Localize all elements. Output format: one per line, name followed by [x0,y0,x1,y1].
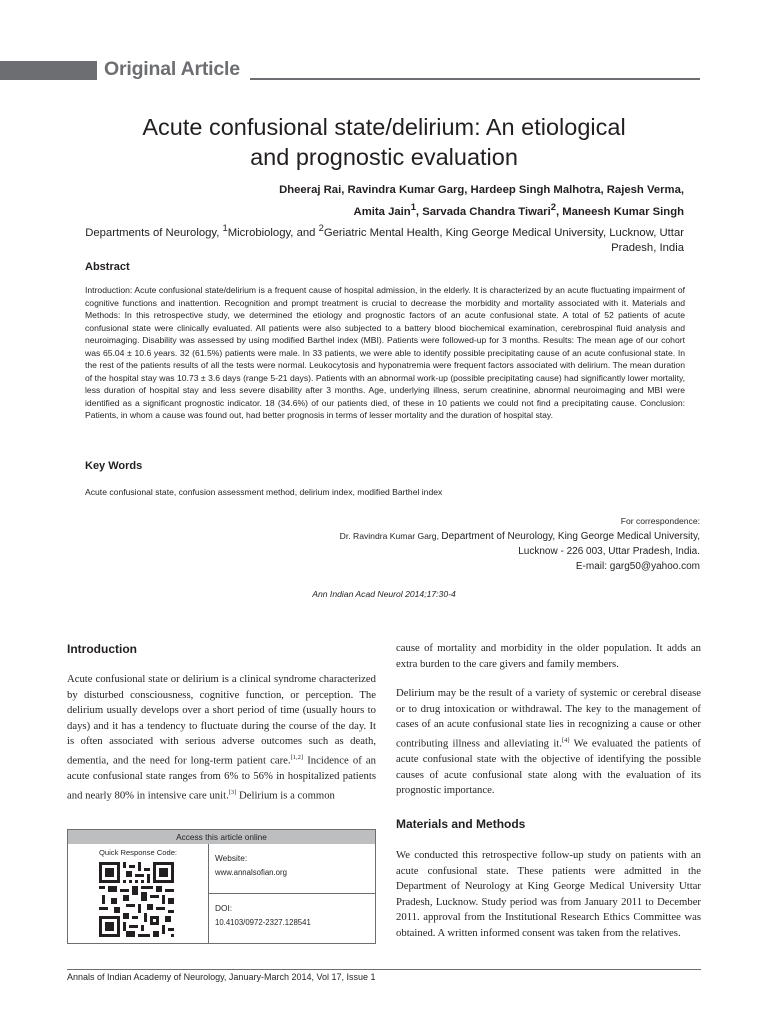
access-article-box [67,829,376,944]
author-text: , Sarvada Chandra Tiwari [415,205,551,218]
qr-cell [68,844,209,943]
title-line-2: and prognostic evaluation [250,144,518,170]
correspondence-label: For correspondence: [620,516,700,526]
introduction-paragraph-1-continued: cause of mortality and morbidity in the older population. It adds an extra burden to the care givers and family members. [396,642,701,670]
authors [44,183,684,220]
correspondence-line-1 [200,529,700,544]
article-title [60,112,708,172]
correspondence-line-2: Lucknow - 226 003, Uttar Pradesh, India. [518,546,700,557]
intro-text: Delirium is a common [236,789,335,802]
keywords-text: Acute confusional state, confusion assessment method, delirium index, modified Barthel index [85,487,443,497]
affiliation-line-2: Pradesh, India [611,241,684,254]
correspondence-dept: Department of Neurology, King George Medical University, [441,531,700,542]
qr-label: Quick Response Code: [98,848,178,857]
doi-cell [209,894,375,943]
intro-text: We evaluated the patients of acute confusional state with the objective of identifying the possible causes of acute confusional state along with the evaluation of its prognostic importance. [396,737,701,797]
author-text: Amita Jain [353,205,411,218]
keywords-heading: Key Words [85,460,143,472]
correspondence-name: Dr. Ravindra Kumar Garg, [339,531,442,541]
affil-sup: 2 [318,222,324,233]
correspondence-block [200,514,700,574]
section-label: Original Article [104,58,240,80]
affil-text: Departments of Neurology, [85,226,223,239]
abstract-text: Introduction: Acute confusional state/delirium is a frequent cause of hospital admission, in the elderly. It is characterized by an acute fluctuating impairment of cognitive functions and inattention. Recognition and prompt treatment is crucial to decrease the morbidity and mortality associated with it. Materials and Methods: In this retrospective study, we determined the etiology and prognostic factors of an acute confusional state. A total of 52 patients of acute confusional state were clinically evaluated. All patients were also subjected to a battery blood biochemical examination, cerebrospinal fluid analysis and neuroimaging. Disability was assessed by using modified Barthel index (MBI). Patients were followed-up for 3 months. Results: The mean age of our cohort was 65.04 ± 10.6 years. 32 (61.5%) patients were male. In 33 patients, we were able to identify possible precipitating cause of an acute confusional state. In the rest of the patients results of all the tests were normal. Leukocytosis and hyponatremia were frequent factors associated with delirium. The mean duration of the hospital stay was 10.73 ± 3.6 days (range 5-21 days). Patients with an abnormal work-up (possible precipitating cause) had significantly lower mortality, less duration of hospital stay and less severe disability after 3 months. Age, underlying illness, serum creatinine, abnormal neuroimaging and MBI were identified as a significant prognostic indicator. 18 (34.6%) of our patients died, of these in 10 patients we could not find a precipitating cause. Conclusion: Patients, in whom a cause was found out, had better prognosis in terms of lesser mortality and the duration of hospital stay. [85,285,685,421]
introduction-paragraph-1 [67,672,376,804]
doi-link[interactable]: 10.4103/0972-2327.128541 [215,918,311,927]
journal-citation: Ann Indian Acad Neurol 2014;17:30-4 [312,589,456,599]
affiliation-line-1 [44,220,684,241]
authors-line-1: Dheeraj Rai, Ravindra Kumar Garg, Hardeep Singh Malhotra, Rajesh Verma, [279,184,684,196]
qr-code-icon[interactable] [99,862,174,937]
author-sup: 2 [550,200,556,212]
reference-sup: [3] [228,788,237,796]
website-link[interactable]: www.annalsofian.org [215,868,287,877]
title-line-1: Acute confusional state/delirium: An etiological [142,114,626,140]
section-header-rule [250,78,700,80]
author-text: , Maneesh Kumar Singh [555,205,684,218]
footer-rule [67,969,701,970]
journal-footer: Annals of Indian Academy of Neurology, January-March 2014, Vol 17, Issue 1 [67,972,376,982]
authors-line-2 [44,199,684,220]
reference-sup: [1,2] [290,753,304,761]
website-label: Website: [215,853,248,863]
methods-paragraph: We conducted this retrospective follow-up study on patients with an acute confusional state. These patients were admitted in the Department of Neurology at King George Medical University Uttar Pradesh, Lucknow. Study period was from January 2011 to December 2011. approval from the Institutional Research Ethics Committee was obtained. A written informed consent was taken from the relatives. [396,849,701,939]
affil-text: Microbiology, and [227,226,319,239]
access-box-heading: Access this article online [68,830,375,844]
intro-text: Acute confusional state or delirium is a clinical syndrome characterized by disturbed consciousness, cognitive function, or perception. The delirium usually develops over a short period of time (usually hours to days) and it has a tendency to fluctuate during the course of the day. It is often associated with serious adverse outcomes such as death, dementia, and the need for long-term patient care. [67,673,376,767]
author-sup: 1 [410,200,416,212]
section-header-bar [0,61,97,80]
affil-sup: 1 [222,222,228,233]
website-cell [209,844,375,894]
correspondence-email: E-mail: garg50@yahoo.com [575,561,700,572]
abstract-heading: Abstract [85,261,130,273]
methods-heading: Materials and Methods [396,817,526,831]
introduction-paragraph-2 [396,686,701,799]
doi-label: DOI: [215,903,233,913]
affiliations [44,220,684,256]
affil-text: Geriatric Mental Health, King George Medical University, Lucknow, Uttar [323,226,684,239]
reference-sup: [4] [561,736,570,744]
introduction-heading: Introduction [67,642,137,656]
intro-text: Incidence of an acute confusional state ranges from 6% to 56% in hospitalized patients and nearly 80% in intensive care unit. [67,754,377,802]
intro-text: Delirium may be the result of a variety of systemic or cerebral disease or to drug intoxication or withdrawal. The key to the management of cases of an acute confusional state lies in recognizing a cause or other contributing illness and alleviating it. [396,687,701,750]
